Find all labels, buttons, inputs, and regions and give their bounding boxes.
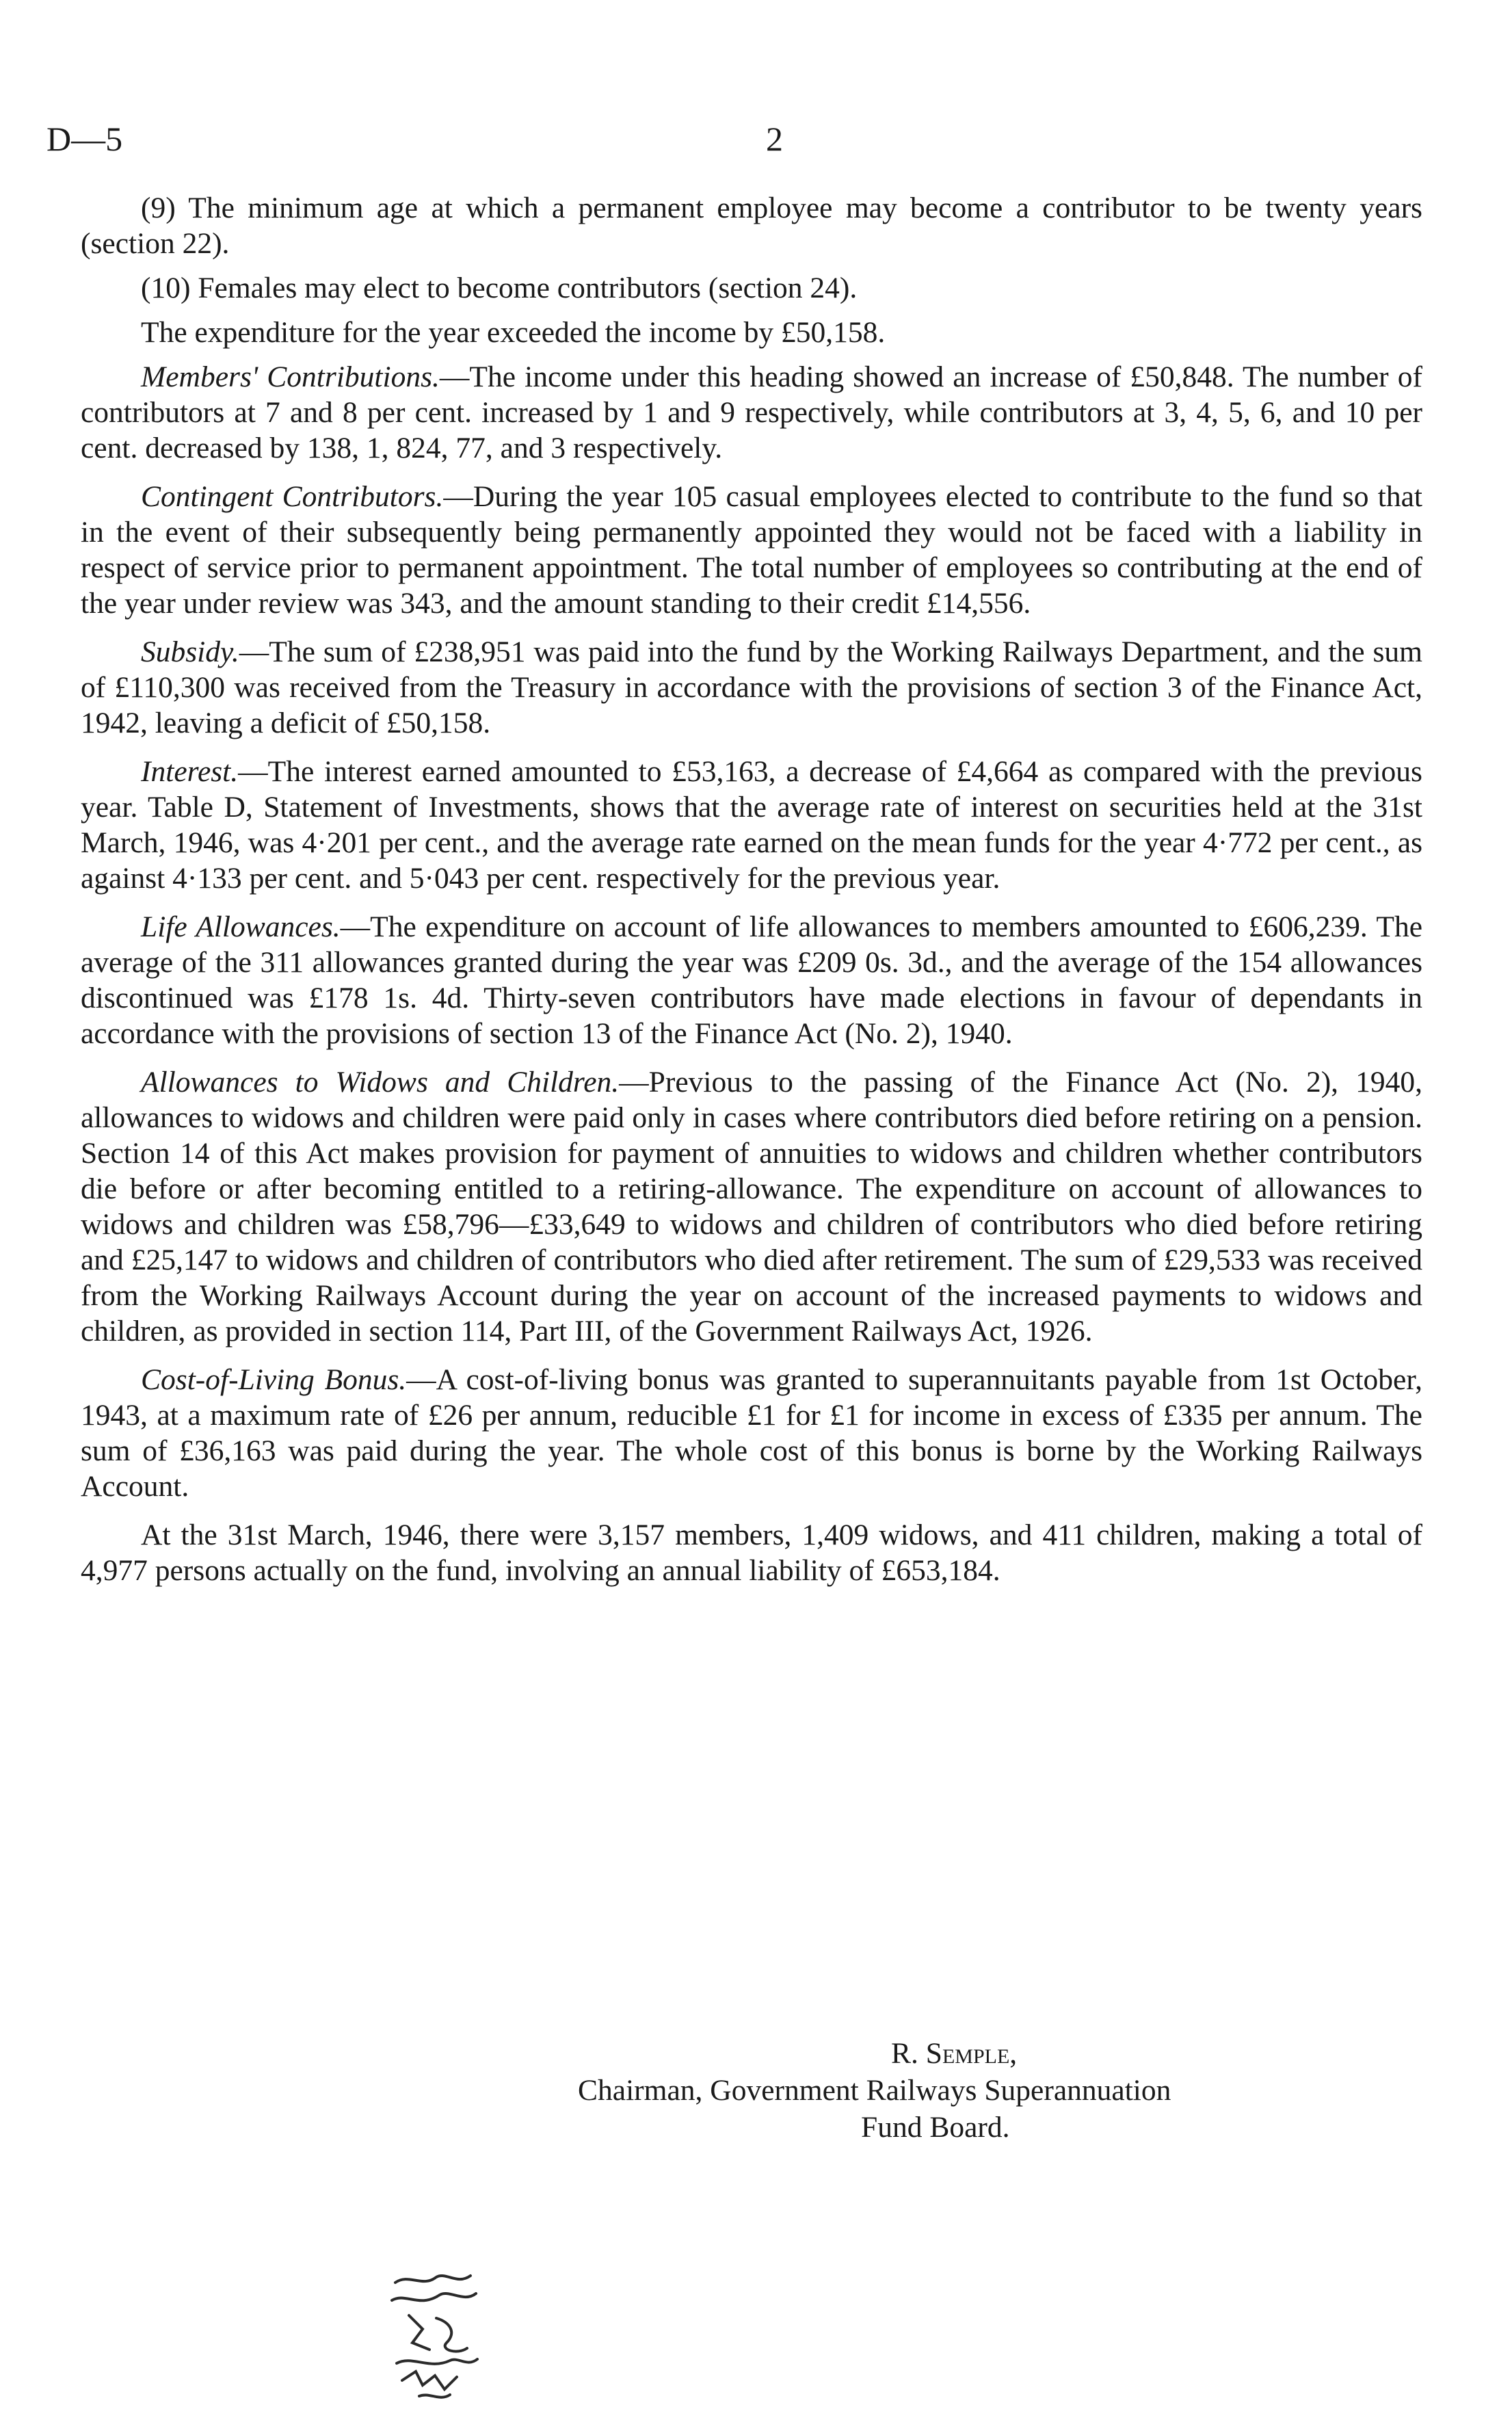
paragraph-subsidy: Subsidy.—The sum of £238,951 was paid into the fund by the Working Railways Department, and the sum of £110,300 was received from the Treasury in accordance with the provisions of section 3 of the Finance Act, 1942, leaving a deficit of £50,158.: [81, 635, 1422, 739]
paragraph-membership-summary: At the 31st March, 1946, there were 3,157 members, 1,409 widows, and 411 children, making a total of 4,977 persons actually on the fund, involving an annual liability of £653,184.: [81, 1519, 1422, 1587]
signatory-title: Chairman, Government Railways Superannuation: [578, 2074, 1171, 2107]
paragraph-interest: Interest.—The interest earned amounted to £53,163, a decrease of £4,664 as compared with the previous year. Table D, Statement of Investments, shows that the average rate of interest on securities held at the 31st March, 1946, was 4·201 per cent., and the average rate earned on the mean funds for the year 4·772 per cent., as against 4·133 per cent. and 5·043 per cent. respectively for the previous year.: [81, 755, 1422, 895]
signatory-title-continued: Fund Board.: [861, 2111, 1010, 2144]
section-heading: Cost-of-Living Bonus.: [141, 1363, 407, 1396]
section-heading: Members' Contributions.: [141, 360, 440, 393]
paragraph-females: (10) Females may elect to become contributors (section 24).: [141, 272, 858, 304]
section-heading: Contingent Contributors.: [141, 480, 444, 513]
paragraph-minimum-age: (9) The minimum age at which a permanent employee may become a contributor to be twenty years (section 22).: [81, 192, 1422, 260]
paragraph-cost-of-living: Cost-of-Living Bonus.—A cost-of-living bonus was granted to superannuitants payable from 1st October, 1943, at a maximum rate of £26 per annum, reducible £1 for £1 for income in excess of £335 per annum. The sum of £36,163 was paid during the year. The whole cost of this bonus is borne by the Working Railways Account.: [81, 1363, 1422, 1503]
document-body: [81, 190, 1422, 1601]
paragraph-expenditure: The expenditure for the year exceeded the income by £50,158.: [141, 316, 886, 349]
page-number: 2: [766, 120, 783, 158]
section-heading: Allowances to Widows and Children.: [141, 1066, 620, 1099]
page-header: [47, 115, 1512, 163]
paragraph-contingent-contributors: Contingent Contributors.—During the year 105 casual employees elected to contribute to the fund so that in the event of their subsequently being permanently appointed they would not be faced with a liability in respect of service prior to permanent appointment. The total number of employees so contributing at the end of the year under review was 343, and the amount standing to their credit £14,556.: [81, 480, 1423, 620]
section-heading: Life Allowances.: [141, 910, 341, 943]
paragraph-members-contributions: Members' Contributions.—The income under this heading showed an increase of £50,848. The number of contributors at 7 and 8 per cent. increased by 1 and 9 respectively, while contributors at 3, 4, 5, 6, and 10 per cent. decreased by 138, 1, 824, 77, and 3 respectively.: [81, 360, 1423, 464]
signatory-name: R. Semple,: [891, 2037, 1018, 2070]
document-reference: D—5: [47, 120, 123, 158]
section-heading: Interest.: [141, 755, 239, 788]
paragraph-widows-children: Allowances to Widows and Children.—Previous to the passing of the Finance Act (No. 2), 1940, allowances to widows and children were paid only in cases where contributors died before retiring on a pension. Section 14 of this Act makes provision for payment of annuities to widows and children whether contributors die before or after becoming entitled to a retiring-allowance. The expenditure on account of allowances to widows and children was £58,796—£33,649 to widows and children of contributors who died before retiring and £25,147 to widows and children of contributors who died after retirement. The sum of £29,533 was received from the Working Railways Account during the year on account of the increased payments to widows and children, as provided in section 114, Part III, of the Government Railways Act, 1926.: [81, 1066, 1422, 1348]
printer-mark-icon: [382, 2268, 484, 2404]
paragraph-life-allowances: Life Allowances.—The expenditure on account of life allowances to members amounted to £606,239. The average of the 311 allowances granted during the year was £209 0s. 3d., and the average of the 154 allowances discontinued was £178 1s. 4d. Thirty-seven contributors have made elections in favour of dependants in accordance with the provisions of section 13 of the Finance Act (No. 2), 1940.: [81, 910, 1423, 1050]
section-heading: Subsidy.: [141, 635, 239, 668]
